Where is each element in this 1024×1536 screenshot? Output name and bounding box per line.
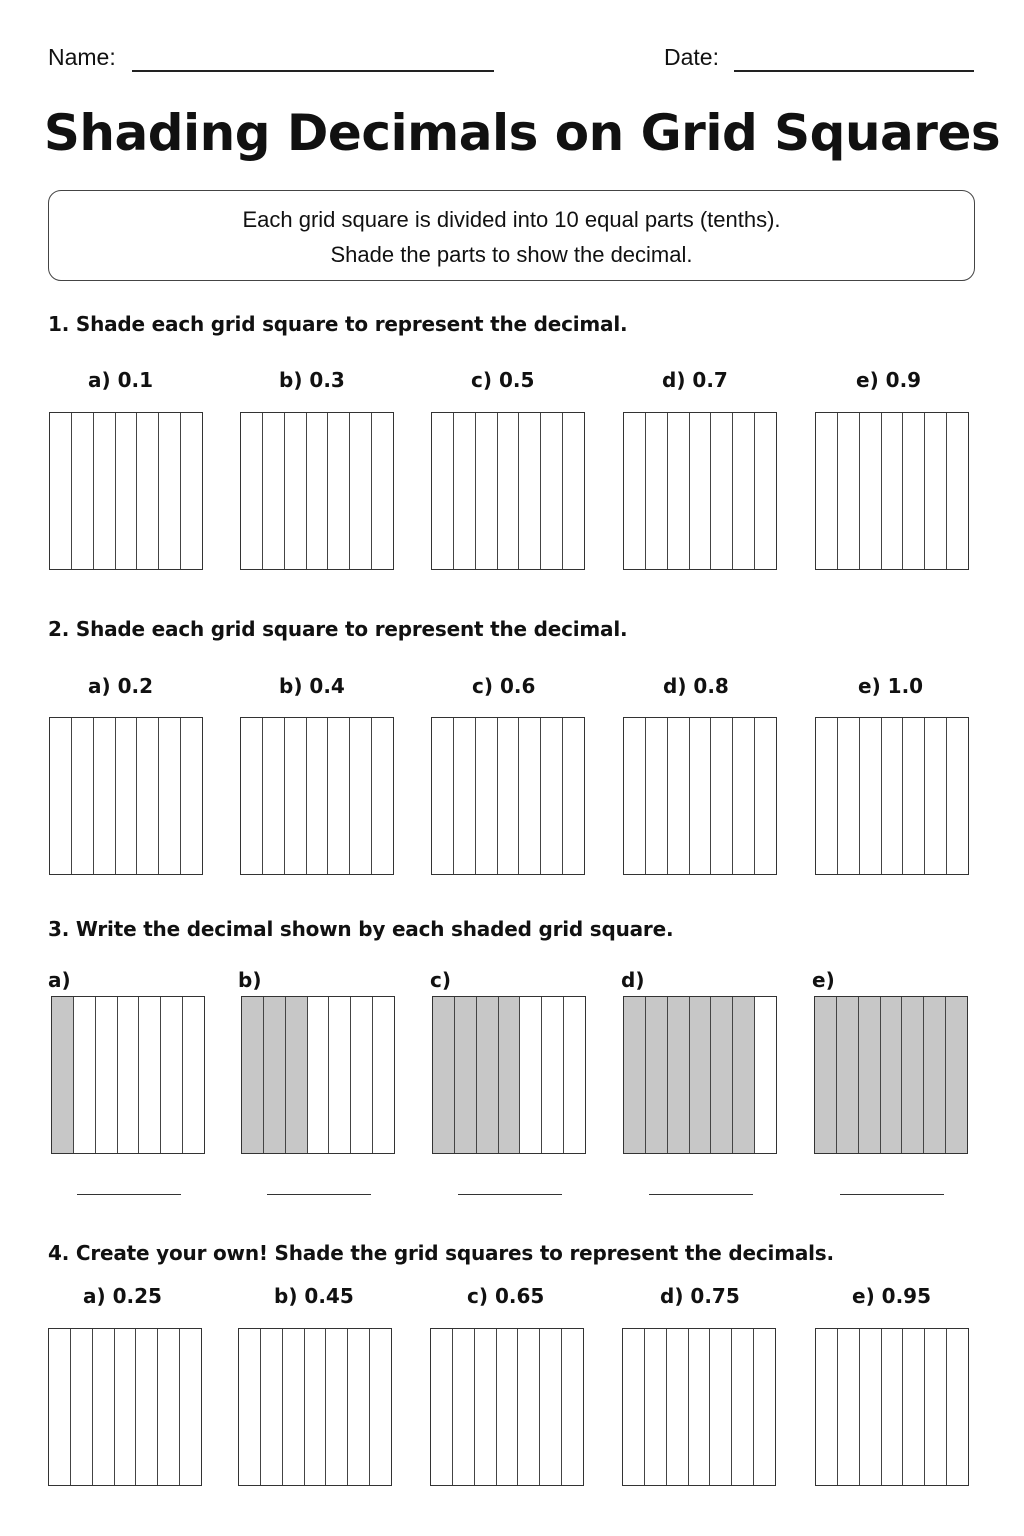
grid-strip[interactable]: [350, 413, 372, 569]
grid-strip-shaded: [624, 997, 646, 1153]
grid-strip-shaded: [733, 997, 755, 1153]
grid-strip-shaded: [264, 997, 286, 1153]
grid-strip-shaded: [711, 997, 733, 1153]
grid-strip[interactable]: [668, 718, 690, 874]
q3-grid-a: [51, 996, 205, 1154]
grid-strip[interactable]: [372, 718, 393, 874]
date-label: Date:: [664, 44, 719, 70]
q1-grid-e[interactable]: [815, 412, 969, 570]
q1-grid-b[interactable]: [240, 412, 394, 570]
grid-strip[interactable]: [540, 1329, 562, 1485]
grid-strip[interactable]: [93, 1329, 115, 1485]
instructions-line-2: Shade the parts to show the decimal.: [330, 242, 693, 267]
grid-strip[interactable]: [541, 718, 563, 874]
grid-strip[interactable]: [563, 413, 584, 569]
grid-strip[interactable]: [755, 718, 776, 874]
grid-strip[interactable]: [925, 413, 947, 569]
q3-label-e: e): [812, 968, 835, 992]
q4-label-a: a) 0.25: [83, 1284, 162, 1308]
grid-strip[interactable]: [667, 1329, 689, 1485]
grid-strip[interactable]: [158, 1329, 180, 1485]
grid-strip[interactable]: [370, 1329, 391, 1485]
grid-strip[interactable]: [732, 1329, 754, 1485]
grid-strip[interactable]: [562, 1329, 583, 1485]
grid-strip[interactable]: [454, 413, 476, 569]
grid-strip[interactable]: [180, 1329, 201, 1485]
grid-strip[interactable]: [307, 413, 329, 569]
grid-strip[interactable]: [72, 413, 94, 569]
grid-strip[interactable]: [71, 1329, 93, 1485]
grid-strip[interactable]: [710, 1329, 732, 1485]
grid-strip[interactable]: [711, 413, 733, 569]
q4-label-b: b) 0.45: [274, 1284, 354, 1308]
grid-strip: [183, 997, 204, 1153]
grid-strip[interactable]: [350, 718, 372, 874]
grid-strip: [118, 997, 140, 1153]
grid-strip[interactable]: [181, 718, 202, 874]
grid-strip-shaded: [859, 997, 881, 1153]
grid-strip[interactable]: [541, 413, 563, 569]
grid-strip[interactable]: [431, 1329, 453, 1485]
grid-strip[interactable]: [159, 718, 181, 874]
grid-strip: [161, 997, 183, 1153]
grid-strip[interactable]: [454, 718, 476, 874]
grid-strip[interactable]: [755, 413, 776, 569]
grid-strip[interactable]: [882, 1329, 904, 1485]
grid-strip[interactable]: [947, 1329, 968, 1485]
grid-strip[interactable]: [328, 413, 350, 569]
grid-strip[interactable]: [348, 1329, 370, 1485]
q2-grid-a[interactable]: [49, 717, 203, 875]
question-2-heading: 2. Shade each grid square to represent the decimal.: [48, 617, 628, 641]
q4-label-e: e) 0.95: [852, 1284, 932, 1308]
q2-grid-b[interactable]: [240, 717, 394, 875]
grid-strip[interactable]: [860, 1329, 882, 1485]
q2-label-a: a) 0.2: [88, 674, 154, 698]
q3-label-a: a): [48, 968, 71, 992]
grid-strip[interactable]: [49, 1329, 71, 1485]
grid-strip[interactable]: [646, 718, 668, 874]
grid-strip: [373, 997, 394, 1153]
grid-strip[interactable]: [285, 413, 307, 569]
grid-strip: [139, 997, 161, 1153]
grid-strip[interactable]: [181, 413, 202, 569]
grid-strip-shaded: [499, 997, 521, 1153]
q3-grid-c: [432, 996, 586, 1154]
grid-strip[interactable]: [733, 413, 755, 569]
grid-strip[interactable]: [518, 1329, 540, 1485]
grid-strip-shaded: [837, 997, 859, 1153]
grid-strip[interactable]: [432, 718, 454, 874]
grid-strip[interactable]: [668, 413, 690, 569]
q1-label-e: e) 0.9: [856, 368, 922, 392]
q4-grid-d[interactable]: [622, 1328, 776, 1486]
grid-strip-shaded: [52, 997, 74, 1153]
q4-label-c: c) 0.65: [467, 1284, 545, 1308]
grid-strip-shaded: [433, 997, 455, 1153]
grid-strip-shaded: [902, 997, 924, 1153]
grid-strip[interactable]: [816, 718, 838, 874]
grid-strip-shaded: [477, 997, 499, 1153]
q3-grid-e: [814, 996, 968, 1154]
grid-strip[interactable]: [690, 413, 712, 569]
grid-strip[interactable]: [733, 718, 755, 874]
date-field[interactable]: [734, 70, 974, 72]
q1-label-d: d) 0.7: [662, 368, 728, 392]
grid-strip[interactable]: [50, 718, 72, 874]
grid-strip[interactable]: [283, 1329, 305, 1485]
grid-strip[interactable]: [689, 1329, 711, 1485]
grid-strip[interactable]: [519, 413, 541, 569]
grid-strip[interactable]: [476, 413, 498, 569]
grid-strip-shaded: [668, 997, 690, 1153]
grid-strip[interactable]: [307, 718, 329, 874]
name-label: Name:: [48, 44, 116, 70]
grid-strip[interactable]: [475, 1329, 497, 1485]
question-1-heading: 1. Shade each grid square to represent the decimal.: [48, 312, 628, 336]
q2-label-d: d) 0.8: [663, 674, 729, 698]
q3-label-b: b): [238, 968, 262, 992]
grid-strip[interactable]: [925, 718, 947, 874]
question-4-heading: 4. Create your own! Shade the grid squares to represent the decimals.: [48, 1241, 834, 1265]
grid-strip[interactable]: [497, 1329, 519, 1485]
grid-strip[interactable]: [305, 1329, 327, 1485]
grid-strip[interactable]: [903, 413, 925, 569]
grid-strip[interactable]: [882, 413, 904, 569]
q2-label-e: e) 1.0: [858, 674, 924, 698]
q1-grid-d[interactable]: [623, 412, 777, 570]
grid-strip: [564, 997, 585, 1153]
q1-label-c: c) 0.5: [471, 368, 535, 392]
grid-strip[interactable]: [285, 718, 307, 874]
grid-strip[interactable]: [261, 1329, 283, 1485]
grid-strip[interactable]: [947, 413, 968, 569]
grid-strip[interactable]: [690, 718, 712, 874]
q4-grid-b[interactable]: [238, 1328, 392, 1486]
grid-strip[interactable]: [159, 413, 181, 569]
q2-grid-d[interactable]: [623, 717, 777, 875]
grid-strip[interactable]: [241, 413, 263, 569]
grid-strip[interactable]: [711, 718, 733, 874]
grid-strip[interactable]: [239, 1329, 261, 1485]
grid-strip[interactable]: [136, 1329, 158, 1485]
page-title: Shading Decimals on Grid Squares: [43, 104, 1001, 162]
grid-strip[interactable]: [372, 413, 393, 569]
grid-strip[interactable]: [241, 718, 263, 874]
grid-strip[interactable]: [519, 718, 541, 874]
grid-strip-shaded: [646, 997, 668, 1153]
grid-strip[interactable]: [624, 413, 646, 569]
grid-strip-shaded: [815, 997, 837, 1153]
q3-answer-line-b[interactable]: [267, 1194, 371, 1195]
grid-strip[interactable]: [623, 1329, 645, 1485]
grid-strip[interactable]: [328, 718, 350, 874]
grid-strip[interactable]: [838, 718, 860, 874]
grid-strip[interactable]: [94, 413, 116, 569]
grid-strip[interactable]: [453, 1329, 475, 1485]
q1-grid-c[interactable]: [431, 412, 585, 570]
name-field[interactable]: [132, 70, 494, 72]
q3-answer-line-a[interactable]: [77, 1194, 181, 1195]
q4-label-d: d) 0.75: [660, 1284, 740, 1308]
grid-strip[interactable]: [115, 1329, 137, 1485]
grid-strip[interactable]: [624, 718, 646, 874]
q2-label-c: c) 0.6: [472, 674, 536, 698]
grid-strip-shaded: [946, 997, 967, 1153]
grid-strip-shaded: [242, 997, 264, 1153]
q3-answer-line-e[interactable]: [840, 1194, 944, 1195]
grid-strip[interactable]: [947, 718, 968, 874]
grid-strip: [520, 997, 542, 1153]
q1-label-b: b) 0.3: [279, 368, 345, 392]
grid-strip-shaded: [924, 997, 946, 1153]
instructions-box: [48, 190, 975, 281]
q3-label-d: d): [621, 968, 645, 992]
q3-label-c: c): [430, 968, 451, 992]
grid-strip[interactable]: [838, 1329, 860, 1485]
q1-label-a: a) 0.1: [88, 368, 154, 392]
grid-strip[interactable]: [563, 718, 584, 874]
grid-strip: [755, 997, 776, 1153]
q3-answer-line-d[interactable]: [649, 1194, 753, 1195]
grid-strip[interactable]: [646, 413, 668, 569]
grid-strip[interactable]: [645, 1329, 667, 1485]
grid-strip[interactable]: [263, 413, 285, 569]
grid-strip[interactable]: [137, 413, 159, 569]
q2-grid-e[interactable]: [815, 717, 969, 875]
q2-label-b: b) 0.4: [279, 674, 345, 698]
grid-strip[interactable]: [116, 718, 138, 874]
q1-grid-a[interactable]: [49, 412, 203, 570]
question-3-heading: 3. Write the decimal shown by each shaded grid square.: [48, 917, 674, 941]
grid-strip[interactable]: [263, 718, 285, 874]
grid-strip[interactable]: [816, 413, 838, 569]
grid-strip: [329, 997, 351, 1153]
instructions-line-1: Each grid square is divided into 10 equal parts (tenths).: [242, 207, 781, 232]
grid-strip[interactable]: [925, 1329, 947, 1485]
q4-grid-a[interactable]: [48, 1328, 202, 1486]
grid-strip-shaded: [286, 997, 308, 1153]
grid-strip[interactable]: [838, 413, 860, 569]
grid-strip[interactable]: [432, 413, 454, 569]
grid-strip: [308, 997, 330, 1153]
grid-strip[interactable]: [860, 413, 882, 569]
grid-strip[interactable]: [116, 413, 138, 569]
grid-strip: [351, 997, 373, 1153]
grid-strip-shaded: [881, 997, 903, 1153]
q4-grid-c[interactable]: [430, 1328, 584, 1486]
q4-grid-e[interactable]: [815, 1328, 969, 1486]
grid-strip[interactable]: [94, 718, 116, 874]
q3-grid-b: [241, 996, 395, 1154]
grid-strip[interactable]: [882, 718, 904, 874]
grid-strip[interactable]: [860, 718, 882, 874]
grid-strip[interactable]: [137, 718, 159, 874]
q3-grid-d: [623, 996, 777, 1154]
grid-strip[interactable]: [498, 718, 520, 874]
q2-grid-c[interactable]: [431, 717, 585, 875]
grid-strip[interactable]: [754, 1329, 775, 1485]
grid-strip-shaded: [690, 997, 712, 1153]
q3-answer-line-c[interactable]: [458, 1194, 562, 1195]
grid-strip-shaded: [455, 997, 477, 1153]
grid-strip[interactable]: [476, 718, 498, 874]
grid-strip[interactable]: [816, 1329, 838, 1485]
grid-strip[interactable]: [72, 718, 94, 874]
grid-strip: [74, 997, 96, 1153]
grid-strip[interactable]: [903, 1329, 925, 1485]
grid-strip[interactable]: [903, 718, 925, 874]
grid-strip: [542, 997, 564, 1153]
grid-strip[interactable]: [326, 1329, 348, 1485]
grid-strip[interactable]: [50, 413, 72, 569]
grid-strip: [96, 997, 118, 1153]
grid-strip[interactable]: [498, 413, 520, 569]
